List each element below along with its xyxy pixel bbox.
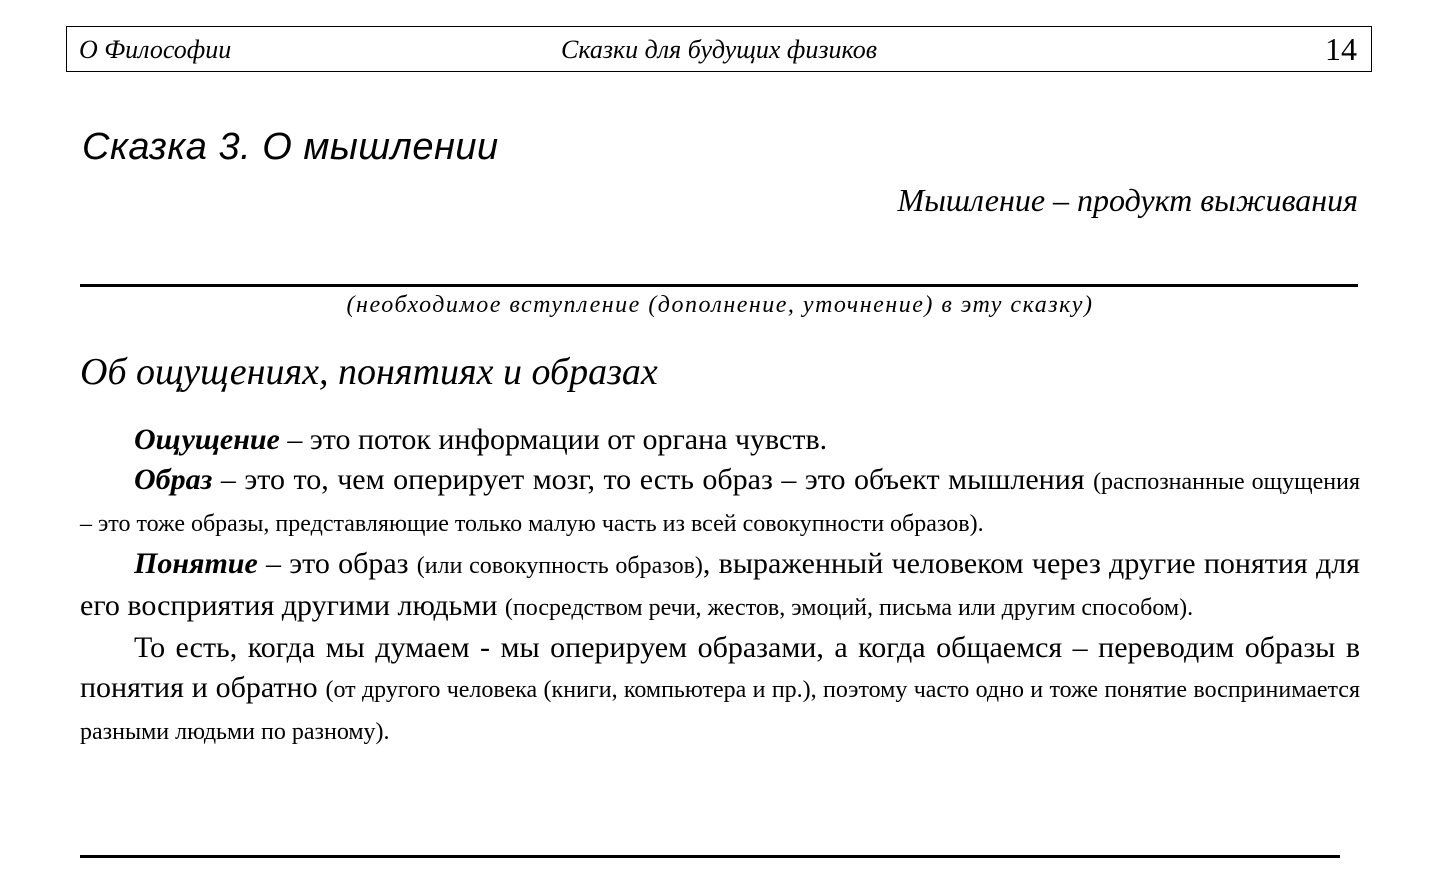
subtitle: (необходимое вступление (дополнение, уточнение) в эту сказку) [346,292,1094,318]
term-concept: Понятие [134,547,258,580]
chapter-title: Сказка 3. О мышлении [82,126,499,168]
paragraph-image [80,460,1360,544]
paragraph-sensation [80,420,1360,460]
paragraph-text: – это поток информации от органа чувств. [279,423,828,456]
paragraph-note: (распознанные ощущения – это тоже образы, представляющие только малую часть из всей совокупности образов). [80,469,1361,537]
paragraph-note: (или совокупность образов) [416,553,703,579]
term-sensation: Ощущение [134,423,280,456]
paragraph-concept [80,544,1360,628]
term-image: Образ [134,463,213,496]
paragraph-note: (посредством речи, жестов, эмоций, письма или другим способом). [504,595,1194,621]
page-header [66,26,1372,72]
paragraph-text: – это образ [257,547,417,580]
bottom-divider [80,855,1340,858]
section-heading: Об ощущениях, понятиях и образах [80,351,658,393]
epigraph: Мышление – продукт выживания [897,182,1358,218]
paragraph-text: То есть, когда мы думаем - мы оперируем образами, а когда общаемся – переводим образы в понятия и обратно [80,631,1360,704]
paragraph-summary [80,628,1360,752]
paragraph-note: (от другого человека (книги, компьютера и пр.), поэтому часто одно и тоже понятие воспринимается разными людьми по разному). [80,677,1360,745]
body-text [80,420,1360,752]
paragraph-text: , выраженный человеком через другие понятия для его восприятия другими людьми [80,547,1360,622]
paragraph-text: – это то, чем оперирует мозг, то есть образ – это объект мышления [212,463,1094,496]
header-section-title: О Философии [79,35,232,64]
page-number: 14 [1325,31,1357,67]
top-divider [80,284,1358,287]
header-book-title: Сказки для будущих физиков [560,35,877,64]
